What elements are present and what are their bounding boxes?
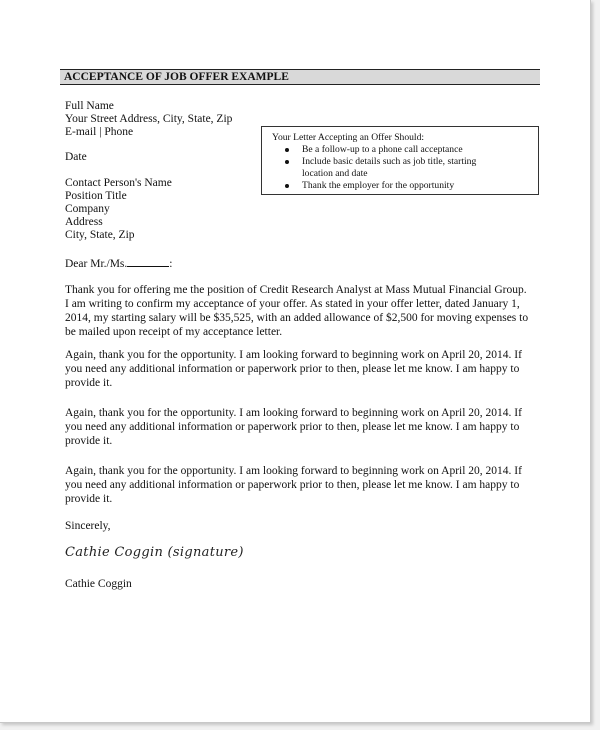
printed-name: Cathie Coggin	[65, 578, 132, 590]
closing: Sincerely,	[65, 520, 111, 532]
salutation-prefix: Dear Mr./Ms.	[65, 258, 128, 270]
bullet-icon	[285, 160, 289, 164]
paragraph-line: 2014, my starting salary will be $35,525, with an added allowance of $2,500 for moving expenses to	[65, 312, 529, 324]
signature: Cathie Coggin (signature)	[65, 545, 244, 560]
bullet-icon	[285, 184, 289, 188]
bullet-icon	[285, 148, 289, 152]
sender-line: E-mail | Phone	[65, 126, 134, 138]
paragraph-line: be mailed upon receipt of my acceptance letter.	[65, 326, 283, 338]
body-paragraph	[65, 406, 540, 448]
callout-item	[272, 180, 538, 192]
recipient-line: Address	[65, 216, 103, 228]
body-paragraph	[65, 348, 540, 390]
callout-item-text: location and date	[302, 168, 368, 179]
callout-heading: Your Letter Accepting an Offer Should:	[272, 132, 425, 143]
paragraph-line: provide it.	[65, 435, 113, 447]
paragraph-line: provide it.	[65, 377, 113, 389]
recipient-line: Contact Person's Name	[65, 177, 172, 189]
sender-block	[65, 100, 232, 139]
paragraph-line: you need any additional information or paperwork prior to then, please let me know. I am happy to	[65, 421, 520, 433]
callout-item-text: Thank the employer for the opportunity	[302, 180, 455, 191]
paragraph-line: Again, thank you for the opportunity. I am looking forward to beginning work on April 20, 2014. If	[65, 407, 522, 419]
callout-item-text: Include basic details such as job title, starting	[302, 156, 477, 167]
callout-item	[272, 156, 538, 180]
date-line: Date	[65, 151, 87, 163]
recipient-block	[65, 177, 172, 242]
paragraph-line: Again, thank you for the opportunity. I am looking forward to beginning work on April 20, 2014. If	[65, 465, 522, 477]
callout-item-text: Be a follow-up to a phone call acceptance	[302, 144, 463, 155]
callout-list	[272, 144, 538, 192]
body-paragraph	[65, 283, 540, 339]
paragraph-line: Again, thank you for the opportunity. I am looking forward to beginning work on April 20, 2014. If	[65, 349, 522, 361]
sender-line: Your Street Address, City, State, Zip	[65, 113, 233, 125]
body-paragraph	[65, 464, 540, 506]
salutation-blank	[127, 256, 169, 267]
callout-item	[272, 144, 538, 156]
document-title: ACCEPTANCE OF JOB OFFER EXAMPLE	[60, 69, 540, 85]
paragraph-line: provide it.	[65, 493, 113, 505]
sender-line: Full Name	[65, 100, 114, 112]
recipient-line: Company	[65, 203, 110, 215]
tips-callout-box	[261, 126, 539, 195]
salutation-suffix: :	[169, 258, 173, 270]
salutation	[65, 256, 173, 271]
recipient-line: City, State, Zip	[65, 229, 135, 241]
paragraph-line: you need any additional information or paperwork prior to then, please let me know. I am happy to	[65, 363, 520, 375]
paragraph-line: I am writing to confirm my acceptance of your offer. As stated in your offer letter, dated January 1,	[65, 298, 520, 310]
paragraph-line: Thank you for offering me the position of Credit Research Analyst at Mass Mutual Financial Group.	[65, 284, 527, 296]
paragraph-line: you need any additional information or paperwork prior to then, please let me know. I am happy to	[65, 479, 520, 491]
recipient-line: Position Title	[65, 190, 127, 202]
